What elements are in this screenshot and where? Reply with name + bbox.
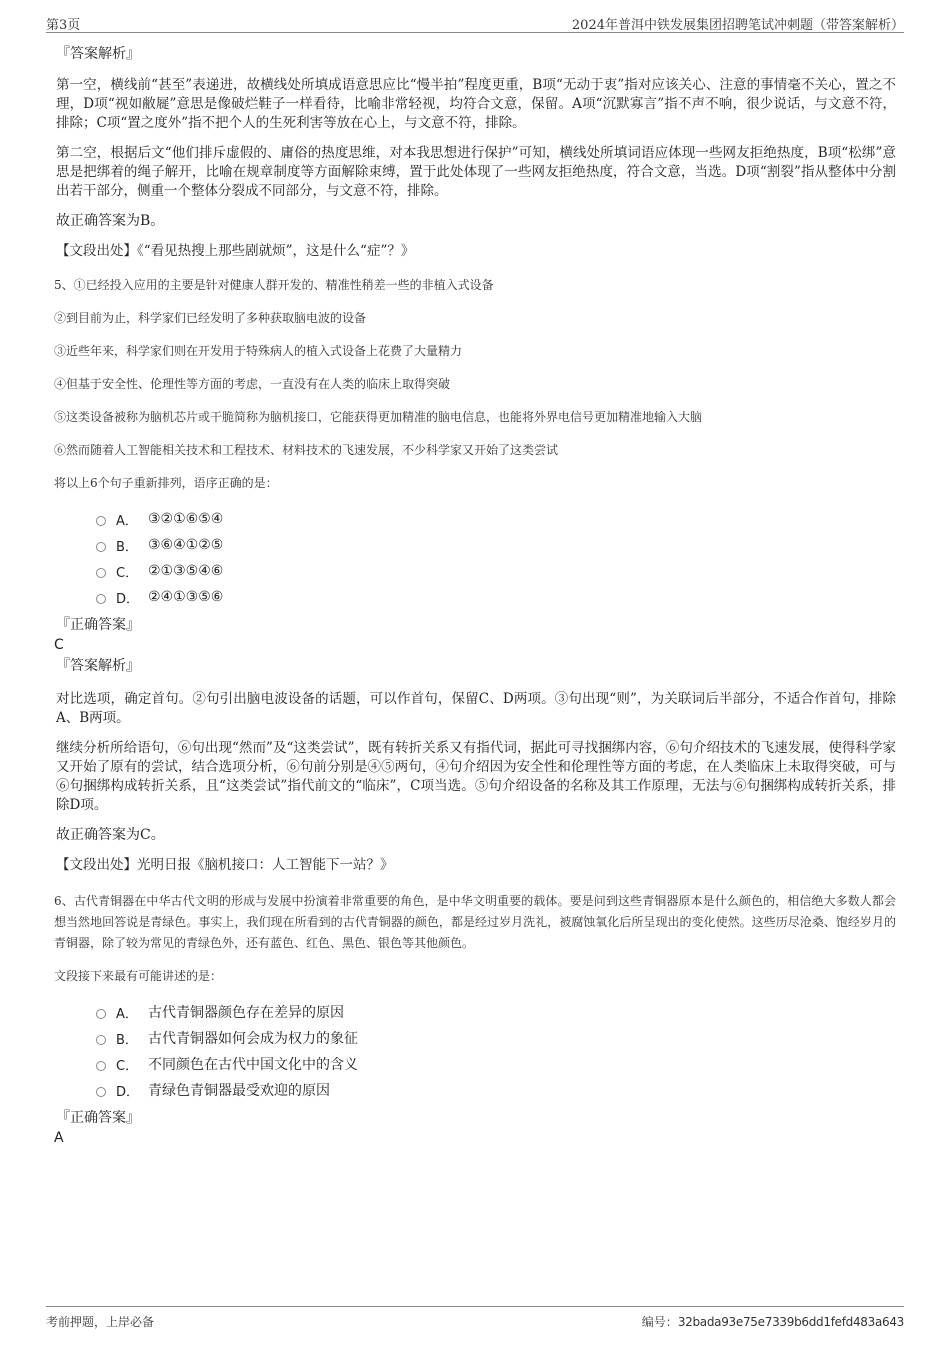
option-text: ③⑥④①②⑤ (148, 537, 224, 553)
answer-label: 『正确答案』 (56, 617, 140, 633)
option-text: 古代青铜器如何会成为权力的象征 (148, 1031, 358, 1047)
answer-label: 『正确答案』 (56, 1110, 140, 1126)
option-text: 青绿色青铜器最受欢迎的原因 (148, 1083, 330, 1099)
sentence-item: ⑥然而随着人工智能相关技术和工程技术、材料技术的飞速发展，不少科学家又开始了这类尝试 (54, 443, 559, 457)
sentence-item: ③近些年来，科学家们则在开发用于特殊病人的植入式设备上花费了大量精力 (54, 344, 463, 358)
source-citation: 【文段出处】光明日报《脑机接口：人工智能下一站？》 (56, 857, 394, 873)
option-letter: C． (116, 565, 139, 581)
question-6 (56, 891, 896, 1148)
prev-question-section (56, 44, 896, 261)
analysis-label: 『答案解析』 (56, 658, 140, 674)
radio-icon[interactable] (96, 1061, 106, 1071)
radio-icon[interactable] (96, 542, 106, 552)
analysis-label: 『答案解析』 (56, 46, 140, 62)
page-number: 第3页 (46, 18, 81, 33)
option-letter: A． (116, 1006, 138, 1022)
option-a[interactable] (96, 999, 896, 1025)
code-value: 32bada93e75e7339b6dd1fefd483a643 (677, 1315, 904, 1329)
radio-icon[interactable] (96, 1087, 106, 1097)
source-citation: 【文段出处】《“看见热搜上那些剧就烦”，这是什么“症”？》 (56, 243, 415, 259)
question-prompt: 将以上6个句子重新排列，语序正确的是： (54, 476, 278, 490)
sentence-item: ⑤这类设备被称为脑机芯片或干脆简称为脑机接口，它能获得更加精准的脑电信息，也能将外界电信号更加精准地输入大脑 (54, 410, 703, 424)
footer-slogan: 考前押题，上岸必备 (46, 1315, 155, 1329)
radio-icon[interactable] (96, 568, 106, 578)
analysis-paragraph: 继续分析所给语句，⑥句出现“然而”及“这类尝试”，既有转折关系又有指代词，据此可寻找捆绑内容，⑥句介绍技术的飞速发展，使得科学家又开始了原有的尝试，结合选项分析，⑥句前分别是④⑤两句，④句介绍因为安全性和伦理性等方面的考虑，在人类临床上未取得突破，可与⑥句捆绑构成转折关系，且“这类尝试”指代前文的“临床”，C项当选。⑤句介绍设备的名称及其工作原理，无法与⑥句捆绑构成转折关系，排除D项。 (56, 740, 896, 813)
option-a[interactable] (96, 506, 896, 532)
radio-icon[interactable] (96, 594, 106, 604)
option-text: ②④①③⑤⑥ (148, 589, 224, 605)
option-letter: D． (116, 1084, 140, 1100)
option-c[interactable] (96, 558, 896, 584)
question-5 (56, 277, 896, 875)
option-list (96, 506, 896, 610)
option-letter: C． (116, 1058, 139, 1074)
question-prompt: 文段接下来最有可能讲述的是： (54, 969, 223, 983)
option-text: ②①③⑤④⑥ (148, 563, 224, 579)
document-code (642, 1313, 904, 1330)
document-body (56, 44, 896, 1150)
radio-icon[interactable] (96, 516, 106, 526)
option-d[interactable] (96, 584, 896, 610)
analysis-paragraph: 第一空，横线前“甚至”表递进，故横线处所填成语意思应比“慢半拍”程度更重，B项“无动于衷”指对应该关心、注意的事情毫不关心，置之不理，D项“视如敝屣”意思是像破烂鞋子一样看待，比喻非常轻视，均符合文意，保留。A项“沉默寡言”指不声不响，很少说话，与文意不符，排除；C项“置之度外”指不把个人的生死利害等放在心上，与文意不符，排除。 (56, 77, 896, 131)
option-text: 古代青铜器颜色存在差异的原因 (148, 1005, 344, 1021)
option-list (96, 999, 896, 1103)
option-letter: B． (116, 539, 138, 555)
option-b[interactable] (96, 1025, 896, 1051)
analysis-conclusion: 故正确答案为B。 (56, 213, 165, 229)
sentence-item: 5、①已经投入应用的主要是针对健康人群开发的、精准性稍差一些的非植入式设备 (54, 278, 494, 292)
analysis-paragraph: 第二空，根据后文“他们排斥虚假的、庸俗的热度思维，对本我思想进行保护”可知，横线处所填词语应体现一些网友拒绝热度，B项“松绑”意思是把绑着的绳子解开，比喻在规章制度等方面解除束缚，置于此处体现了一些网友拒绝热度，符合文意，当选。D项“割裂”指从整体中分割出若干部分，侧重一个整体分裂成不同部分，与文意不符，排除。 (56, 145, 896, 199)
analysis-conclusion: 故正确答案为C。 (56, 827, 165, 843)
radio-icon[interactable] (96, 1009, 106, 1019)
page-header (46, 10, 904, 33)
option-b[interactable] (96, 532, 896, 558)
option-text: ③②①⑥⑤④ (148, 511, 224, 527)
option-text: 不同颜色在古代中国文化中的含义 (148, 1057, 358, 1073)
option-letter: B． (116, 1032, 138, 1048)
option-letter: D． (116, 591, 140, 607)
answer-value: C (54, 637, 64, 653)
document-title: 2024年普洱中铁发展集团招聘笔试冲刺题（带答案解析） (571, 18, 904, 33)
radio-icon[interactable] (96, 1035, 106, 1045)
answer-value: A (54, 1130, 64, 1146)
sentence-item: ④但基于安全性、伦理性等方面的考虑，一直没有在人类的临床上取得突破 (54, 377, 451, 391)
code-label: 编号： (641, 1315, 678, 1329)
option-d[interactable] (96, 1077, 896, 1103)
option-c[interactable] (96, 1051, 896, 1077)
page-footer (46, 1306, 904, 1329)
sentence-item: ②到目前为止，科学家们已经发明了多种获取脑电波的设备 (54, 311, 367, 325)
option-letter: A． (116, 513, 138, 529)
question-passage: 6、古代青铜器在中华古代文明的形成与发展中扮演着非常重要的角色，是中华文明重要的载体。要是问到这些青铜器原本是什么颜色的，相信绝大多数人都会想当然地回答说是青绿色。事实上，我们现在所看到的古代青铜器的颜色，都是经过岁月洗礼，被腐蚀氧化后所呈现出的变化使然。这些历尽沧桑、饱经岁月的青铜器，除了较为常见的青绿色外，还有蓝色、红色、黑色、银色等其他颜色。 (54, 894, 896, 950)
analysis-paragraph: 对比选项，确定首句。②句引出脑电波设备的话题，可以作首句，保留C、D两项。③句出现“则”，为关联词后半部分，不适合作首句，排除A、B两项。 (56, 691, 896, 726)
